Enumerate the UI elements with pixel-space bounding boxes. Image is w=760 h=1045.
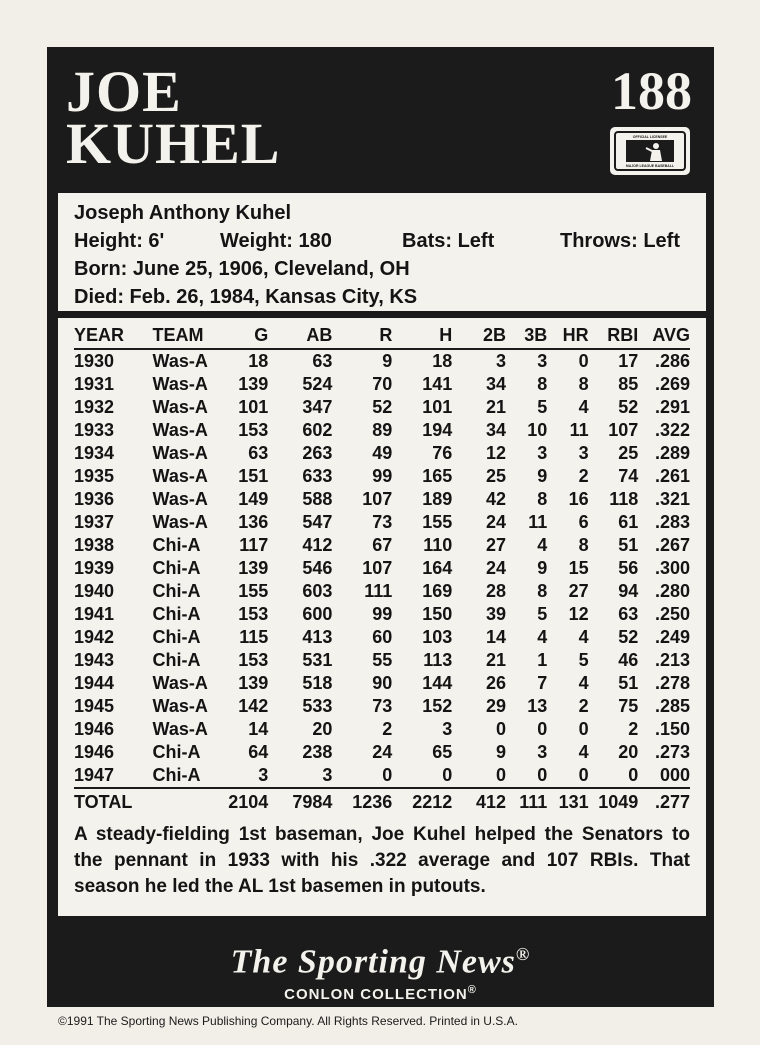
stat-cell-g: 64 xyxy=(248,742,269,762)
stat-cell-rbi: 107 xyxy=(608,420,639,440)
bats: Bats: Left xyxy=(402,230,495,252)
stats-header-g: G xyxy=(254,324,269,345)
stats-total-row xyxy=(74,788,690,816)
stat-cell-ab: 531 xyxy=(302,650,333,670)
stat-cell-hr: 27 xyxy=(568,581,589,601)
table-row xyxy=(74,488,690,511)
stat-cell-3b: 5 xyxy=(537,397,548,417)
stat-cell-3b: 9 xyxy=(537,558,548,578)
stat-cell-3b: 8 xyxy=(537,374,548,394)
stat-cell-h: 0 xyxy=(442,765,453,785)
stat-cell-r: 60 xyxy=(372,627,393,647)
stat-cell-3b: 3 xyxy=(537,742,548,762)
stat-cell-hr: 16 xyxy=(568,489,589,509)
stat-cell-h: 150 xyxy=(422,604,453,624)
stat-cell-rbi: 85 xyxy=(618,374,639,394)
stat-cell-avg: .273 xyxy=(654,742,690,762)
stat-cell-avg: .278 xyxy=(654,673,690,693)
total-cell-3b: 111 xyxy=(519,792,548,812)
stat-cell-r: 107 xyxy=(362,489,393,509)
mlb-logo-icon xyxy=(614,131,686,171)
stats-header-avg: AVG xyxy=(652,324,690,345)
stat-cell-team: Was-A xyxy=(152,374,208,394)
stat-cell-2b: 12 xyxy=(485,443,506,463)
stat-cell-h: 3 xyxy=(442,719,453,739)
subtitle-registered-mark: ® xyxy=(467,984,477,997)
stat-cell-g: 14 xyxy=(248,719,269,739)
stat-cell-ab: 547 xyxy=(302,512,333,532)
stat-cell-rbi: 56 xyxy=(618,558,639,578)
table-row xyxy=(74,718,690,741)
table-row xyxy=(74,603,690,626)
stat-cell-h: 144 xyxy=(422,673,453,693)
stat-cell-rbi: 51 xyxy=(618,535,639,555)
stat-cell-h: 194 xyxy=(422,420,453,440)
stat-cell-rbi: 25 xyxy=(618,443,639,463)
stat-cell-hr: 2 xyxy=(578,696,589,716)
stat-cell-team: Was-A xyxy=(152,673,208,693)
stat-cell-ab: 63 xyxy=(312,351,333,371)
brand-title xyxy=(47,935,714,981)
died: Died: Feb. 26, 1984, Kansas City, KS xyxy=(74,286,418,308)
stat-cell-ab: 238 xyxy=(302,742,333,762)
table-row xyxy=(74,373,690,396)
stat-cell-rbi: 63 xyxy=(618,604,639,624)
stat-cell-r: 52 xyxy=(372,397,393,417)
stat-cell-hr: 3 xyxy=(578,443,589,463)
logo-bottom-text: MAJOR LEAGUE BASEBALL xyxy=(625,164,675,168)
stat-cell-hr: 15 xyxy=(568,558,589,578)
stat-cell-g: 117 xyxy=(239,535,269,555)
throws: Throws: Left xyxy=(560,230,680,252)
stat-cell-avg: .283 xyxy=(654,512,690,532)
stat-cell-2b: 0 xyxy=(495,719,506,739)
stat-cell-2b: 28 xyxy=(485,581,506,601)
stat-cell-2b: 29 xyxy=(485,696,506,716)
stat-cell-avg: .250 xyxy=(654,604,690,624)
table-row xyxy=(74,396,690,419)
table-row xyxy=(74,764,690,788)
bio-panel xyxy=(58,193,706,311)
brand-subtitle xyxy=(47,981,714,1004)
table-row xyxy=(74,557,690,580)
brand-title-text: The Sporting News xyxy=(230,943,516,981)
table-row xyxy=(74,580,690,603)
stat-cell-2b: 21 xyxy=(485,650,506,670)
stat-cell-h: 164 xyxy=(422,558,453,578)
stat-cell-year: 1933 xyxy=(74,420,115,440)
table-row xyxy=(74,511,690,534)
stat-cell-h: 165 xyxy=(422,466,453,486)
stat-cell-team: Chi-A xyxy=(152,558,201,578)
total-cell-r: 1236 xyxy=(352,792,393,812)
stat-cell-3b: 11 xyxy=(528,512,548,532)
stat-cell-3b: 7 xyxy=(537,673,548,693)
stat-cell-rbi: 74 xyxy=(618,466,639,486)
logo-top-text: OFFICIAL LICENSEE xyxy=(632,135,668,139)
stat-cell-2b: 34 xyxy=(485,420,506,440)
stat-cell-h: 76 xyxy=(432,443,453,463)
stat-cell-2b: 24 xyxy=(485,512,506,532)
stat-cell-year: 1940 xyxy=(74,581,115,601)
stat-cell-year: 1939 xyxy=(74,558,115,578)
registered-mark: ® xyxy=(515,944,531,964)
stat-cell-2b: 0 xyxy=(495,765,506,785)
stat-cell-3b: 5 xyxy=(537,604,548,624)
stat-cell-year: 1942 xyxy=(74,627,115,647)
stat-cell-2b: 39 xyxy=(485,604,506,624)
stat-cell-ab: 533 xyxy=(302,696,333,716)
stat-cell-ab: 633 xyxy=(302,466,333,486)
total-cell-h: 2212 xyxy=(412,792,453,812)
stat-cell-g: 63 xyxy=(248,443,269,463)
stat-cell-h: 65 xyxy=(432,742,453,762)
stat-cell-rbi: 52 xyxy=(618,397,639,417)
stat-cell-r: 24 xyxy=(372,742,393,762)
stat-cell-avg: .280 xyxy=(654,581,690,601)
stat-cell-year: 1937 xyxy=(74,512,115,532)
stat-cell-hr: 11 xyxy=(569,420,589,440)
total-cell-2b: 412 xyxy=(475,792,506,812)
stat-cell-hr: 12 xyxy=(568,604,589,624)
weight: Weight: 180 xyxy=(220,230,332,252)
stat-cell-rbi: 61 xyxy=(618,512,639,532)
stat-cell-team: Was-A xyxy=(152,489,208,509)
card-number: 188 xyxy=(611,61,692,121)
total-cell-avg: .277 xyxy=(654,792,690,812)
stat-cell-hr: 4 xyxy=(578,673,589,693)
stat-cell-g: 155 xyxy=(238,581,269,601)
total-cell-ab: 7984 xyxy=(292,792,333,812)
stat-cell-2b: 3 xyxy=(495,351,506,371)
stat-cell-team: Chi-A xyxy=(152,742,201,762)
stats-header-rbi: RBI xyxy=(607,324,639,345)
stat-cell-year: 1938 xyxy=(74,535,115,555)
stat-cell-hr: 4 xyxy=(578,627,589,647)
height: Height: 6' xyxy=(74,230,165,252)
stats-header-year: YEAR xyxy=(74,324,125,345)
stats-table xyxy=(74,322,690,816)
stat-cell-h: 110 xyxy=(423,535,453,555)
stat-cell-year: 1943 xyxy=(74,650,115,670)
stat-cell-ab: 413 xyxy=(302,627,333,647)
stat-cell-year: 1936 xyxy=(74,489,115,509)
stat-cell-h: 169 xyxy=(422,581,453,601)
stat-cell-r: 67 xyxy=(372,535,393,555)
bio-measurements-row xyxy=(74,227,690,255)
stat-cell-r: 55 xyxy=(372,650,393,670)
stat-cell-rbi: 2 xyxy=(628,719,639,739)
stat-cell-rbi: 46 xyxy=(618,650,639,670)
table-row xyxy=(74,672,690,695)
stat-cell-ab: 602 xyxy=(302,420,333,440)
stats-header-ab: AB xyxy=(306,324,333,345)
stat-cell-avg: .286 xyxy=(654,351,690,371)
stat-cell-r: 90 xyxy=(372,673,393,693)
stat-cell-hr: 0 xyxy=(578,719,589,739)
stat-cell-3b: 3 xyxy=(537,443,548,463)
stats-header-2b: 2B xyxy=(482,324,506,345)
stat-cell-avg: .322 xyxy=(654,420,690,440)
stats-header-team: TEAM xyxy=(152,324,204,345)
stat-cell-year: 1946 xyxy=(74,719,115,739)
stat-cell-3b: 8 xyxy=(537,489,548,509)
stat-cell-3b: 1 xyxy=(537,650,548,670)
stat-cell-year: 1934 xyxy=(74,443,115,463)
stat-cell-year: 1946 xyxy=(74,742,115,762)
stat-cell-avg: .261 xyxy=(654,466,690,486)
stat-cell-g: 142 xyxy=(238,696,269,716)
stat-cell-team: Was-A xyxy=(152,420,208,440)
stat-cell-g: 149 xyxy=(238,489,269,509)
stat-cell-rbi: 51 xyxy=(618,673,639,693)
stat-cell-year: 1932 xyxy=(74,397,115,417)
stat-cell-avg: .269 xyxy=(654,374,690,394)
stat-cell-g: 139 xyxy=(238,558,269,578)
stat-cell-avg: .267 xyxy=(654,535,690,555)
stat-cell-rbi: 52 xyxy=(618,627,639,647)
stat-cell-ab: 518 xyxy=(302,673,333,693)
player-name xyxy=(66,59,281,176)
stat-cell-g: 101 xyxy=(238,397,269,417)
stat-cell-r: 73 xyxy=(372,512,393,532)
stat-cell-h: 113 xyxy=(423,650,453,670)
total-cell-rbi: 1049 xyxy=(598,792,639,812)
bio-full-name-row xyxy=(74,199,690,227)
stat-cell-hr: 0 xyxy=(578,351,589,371)
stat-cell-ab: 603 xyxy=(302,581,333,601)
stat-cell-team: Was-A xyxy=(152,696,208,716)
stat-cell-hr: 5 xyxy=(578,650,589,670)
stat-cell-avg: 000 xyxy=(659,765,690,785)
stat-cell-r: 49 xyxy=(372,443,393,463)
stat-cell-year: 1941 xyxy=(74,604,115,624)
stat-cell-3b: 0 xyxy=(537,719,548,739)
stats-header-r: R xyxy=(379,324,393,345)
stat-cell-3b: 0 xyxy=(537,765,548,785)
stat-cell-rbi: 118 xyxy=(609,489,639,509)
stat-cell-2b: 9 xyxy=(495,742,506,762)
stat-cell-2b: 42 xyxy=(485,489,506,509)
table-row xyxy=(74,349,690,373)
stat-cell-ab: 347 xyxy=(302,397,333,417)
stat-cell-g: 136 xyxy=(238,512,269,532)
stat-cell-r: 99 xyxy=(372,466,393,486)
stat-cell-avg: .300 xyxy=(654,558,690,578)
stat-cell-3b: 9 xyxy=(537,466,548,486)
stat-cell-g: 139 xyxy=(238,673,269,693)
stat-cell-g: 153 xyxy=(238,650,269,670)
stat-cell-3b: 13 xyxy=(527,696,548,716)
stat-cell-rbi: 20 xyxy=(618,742,639,762)
stat-cell-team: Was-A xyxy=(152,719,208,739)
stats-panel xyxy=(58,318,706,916)
stat-cell-3b: 8 xyxy=(537,581,548,601)
stat-cell-team: Chi-A xyxy=(152,604,201,624)
mlb-logo xyxy=(610,127,690,175)
stat-cell-h: 101 xyxy=(422,397,453,417)
stat-cell-2b: 27 xyxy=(485,535,506,555)
stat-cell-team: Chi-A xyxy=(152,650,201,670)
full-name: Joseph Anthony Kuhel xyxy=(74,202,292,224)
stat-cell-ab: 20 xyxy=(312,719,333,739)
stat-cell-hr: 8 xyxy=(578,535,589,555)
stat-cell-h: 155 xyxy=(422,512,453,532)
stat-cell-rbi: 0 xyxy=(628,765,639,785)
stat-cell-r: 111 xyxy=(364,581,393,601)
stat-cell-r: 107 xyxy=(362,558,393,578)
stats-body xyxy=(74,349,690,788)
stat-cell-2b: 34 xyxy=(485,374,506,394)
stat-cell-hr: 8 xyxy=(578,374,589,394)
stats-header-row xyxy=(74,322,690,349)
stat-cell-year: 1944 xyxy=(74,673,115,693)
stat-cell-r: 70 xyxy=(372,374,393,394)
stat-cell-team: Was-A xyxy=(152,443,208,463)
stat-cell-3b: 10 xyxy=(527,420,548,440)
stat-cell-year: 1931 xyxy=(74,374,115,394)
stat-cell-year: 1935 xyxy=(74,466,115,486)
player-last-name: KUHEL xyxy=(66,111,281,176)
stat-cell-h: 18 xyxy=(432,351,453,371)
stat-cell-year: 1945 xyxy=(74,696,115,716)
stat-cell-avg: .249 xyxy=(654,627,690,647)
stat-cell-3b: 4 xyxy=(537,535,548,555)
stat-cell-ab: 546 xyxy=(302,558,333,578)
stat-cell-r: 0 xyxy=(382,765,393,785)
stat-cell-team: Was-A xyxy=(152,512,208,532)
stat-cell-2b: 24 xyxy=(485,558,506,578)
bio-died-row xyxy=(74,283,690,311)
stat-cell-hr: 4 xyxy=(578,742,589,762)
stat-cell-team: Chi-A xyxy=(152,765,201,785)
stat-cell-ab: 263 xyxy=(302,443,333,463)
stat-cell-rbi: 94 xyxy=(618,581,639,601)
stat-cell-avg: .289 xyxy=(654,443,690,463)
stat-cell-year: 1947 xyxy=(74,765,115,785)
stat-cell-g: 139 xyxy=(238,374,269,394)
stat-cell-r: 2 xyxy=(382,719,393,739)
table-row xyxy=(74,741,690,764)
table-row xyxy=(74,419,690,442)
stat-cell-hr: 6 xyxy=(578,512,589,532)
stat-cell-rbi: 17 xyxy=(618,351,639,371)
stat-cell-g: 153 xyxy=(238,604,269,624)
career-blurb: A steady-fielding 1st baseman, Joe Kuhel helped the Senators to the pennant in 1933 with his .322 average and 107 RBIs. That season he led the AL 1st basemen in putouts. xyxy=(74,824,690,897)
born: Born: June 25, 1906, Cleveland, OH xyxy=(74,258,410,280)
brand-footer xyxy=(47,935,714,1004)
brand-subtitle-text: CONLON COLLECTION xyxy=(284,986,468,1004)
stat-cell-avg: .321 xyxy=(654,489,690,509)
bio-born-row xyxy=(74,255,690,283)
stat-cell-2b: 26 xyxy=(485,673,506,693)
stat-cell-team: Chi-A xyxy=(152,535,201,555)
stat-cell-h: 152 xyxy=(422,696,453,716)
stat-cell-year: 1930 xyxy=(74,351,115,371)
total-cell-hr: 131 xyxy=(558,792,589,812)
stats-header-hr: HR xyxy=(562,324,589,345)
table-row xyxy=(74,649,690,672)
stat-cell-2b: 14 xyxy=(485,627,506,647)
stat-cell-hr: 0 xyxy=(578,765,589,785)
stat-cell-2b: 21 xyxy=(485,397,506,417)
stat-cell-avg: .150 xyxy=(654,719,690,739)
stat-cell-r: 89 xyxy=(372,420,393,440)
stat-cell-team: Chi-A xyxy=(152,581,201,601)
stat-cell-g: 151 xyxy=(238,466,269,486)
stat-cell-h: 189 xyxy=(422,489,453,509)
table-row xyxy=(74,626,690,649)
total-cell-team xyxy=(153,788,225,816)
stat-cell-r: 99 xyxy=(372,604,393,624)
total-cell-year: TOTAL xyxy=(74,792,133,812)
stat-cell-r: 73 xyxy=(372,696,393,716)
stat-cell-hr: 4 xyxy=(578,397,589,417)
stat-cell-avg: .213 xyxy=(654,650,690,670)
table-row xyxy=(74,465,690,488)
stat-cell-r: 9 xyxy=(382,351,393,371)
stat-cell-avg: .291 xyxy=(654,397,690,417)
stat-cell-ab: 3 xyxy=(322,765,333,785)
stat-cell-avg: .285 xyxy=(654,696,690,716)
copyright: ©1991 The Sporting News Publishing Company. All Rights Reserved. Printed in U.S.A. xyxy=(58,1014,518,1028)
stat-cell-rbi: 75 xyxy=(618,696,639,716)
stat-cell-g: 18 xyxy=(248,351,269,371)
stat-cell-ab: 412 xyxy=(302,535,333,555)
stat-cell-h: 103 xyxy=(422,627,453,647)
stat-cell-h: 141 xyxy=(422,374,453,394)
stat-cell-3b: 4 xyxy=(537,627,548,647)
table-row xyxy=(74,695,690,718)
stat-cell-team: Chi-A xyxy=(152,627,201,647)
stat-cell-g: 115 xyxy=(239,627,269,647)
stat-cell-g: 153 xyxy=(238,420,269,440)
stat-cell-3b: 3 xyxy=(537,351,548,371)
total-cell-g: 2104 xyxy=(228,792,269,812)
stats-header-h: H xyxy=(439,324,453,345)
stat-cell-team: Was-A xyxy=(152,351,208,371)
stat-cell-team: Was-A xyxy=(152,466,208,486)
stat-cell-2b: 25 xyxy=(485,466,506,486)
stat-cell-ab: 524 xyxy=(302,374,333,394)
stat-cell-hr: 2 xyxy=(578,466,589,486)
stats-header-3b: 3B xyxy=(524,324,548,345)
stat-cell-ab: 588 xyxy=(302,489,333,509)
table-row xyxy=(74,534,690,557)
stat-cell-ab: 600 xyxy=(302,604,333,624)
stat-cell-team: Was-A xyxy=(152,397,208,417)
table-row xyxy=(74,442,690,465)
stat-cell-g: 3 xyxy=(258,765,269,785)
player-first-name: JOE xyxy=(66,59,182,124)
